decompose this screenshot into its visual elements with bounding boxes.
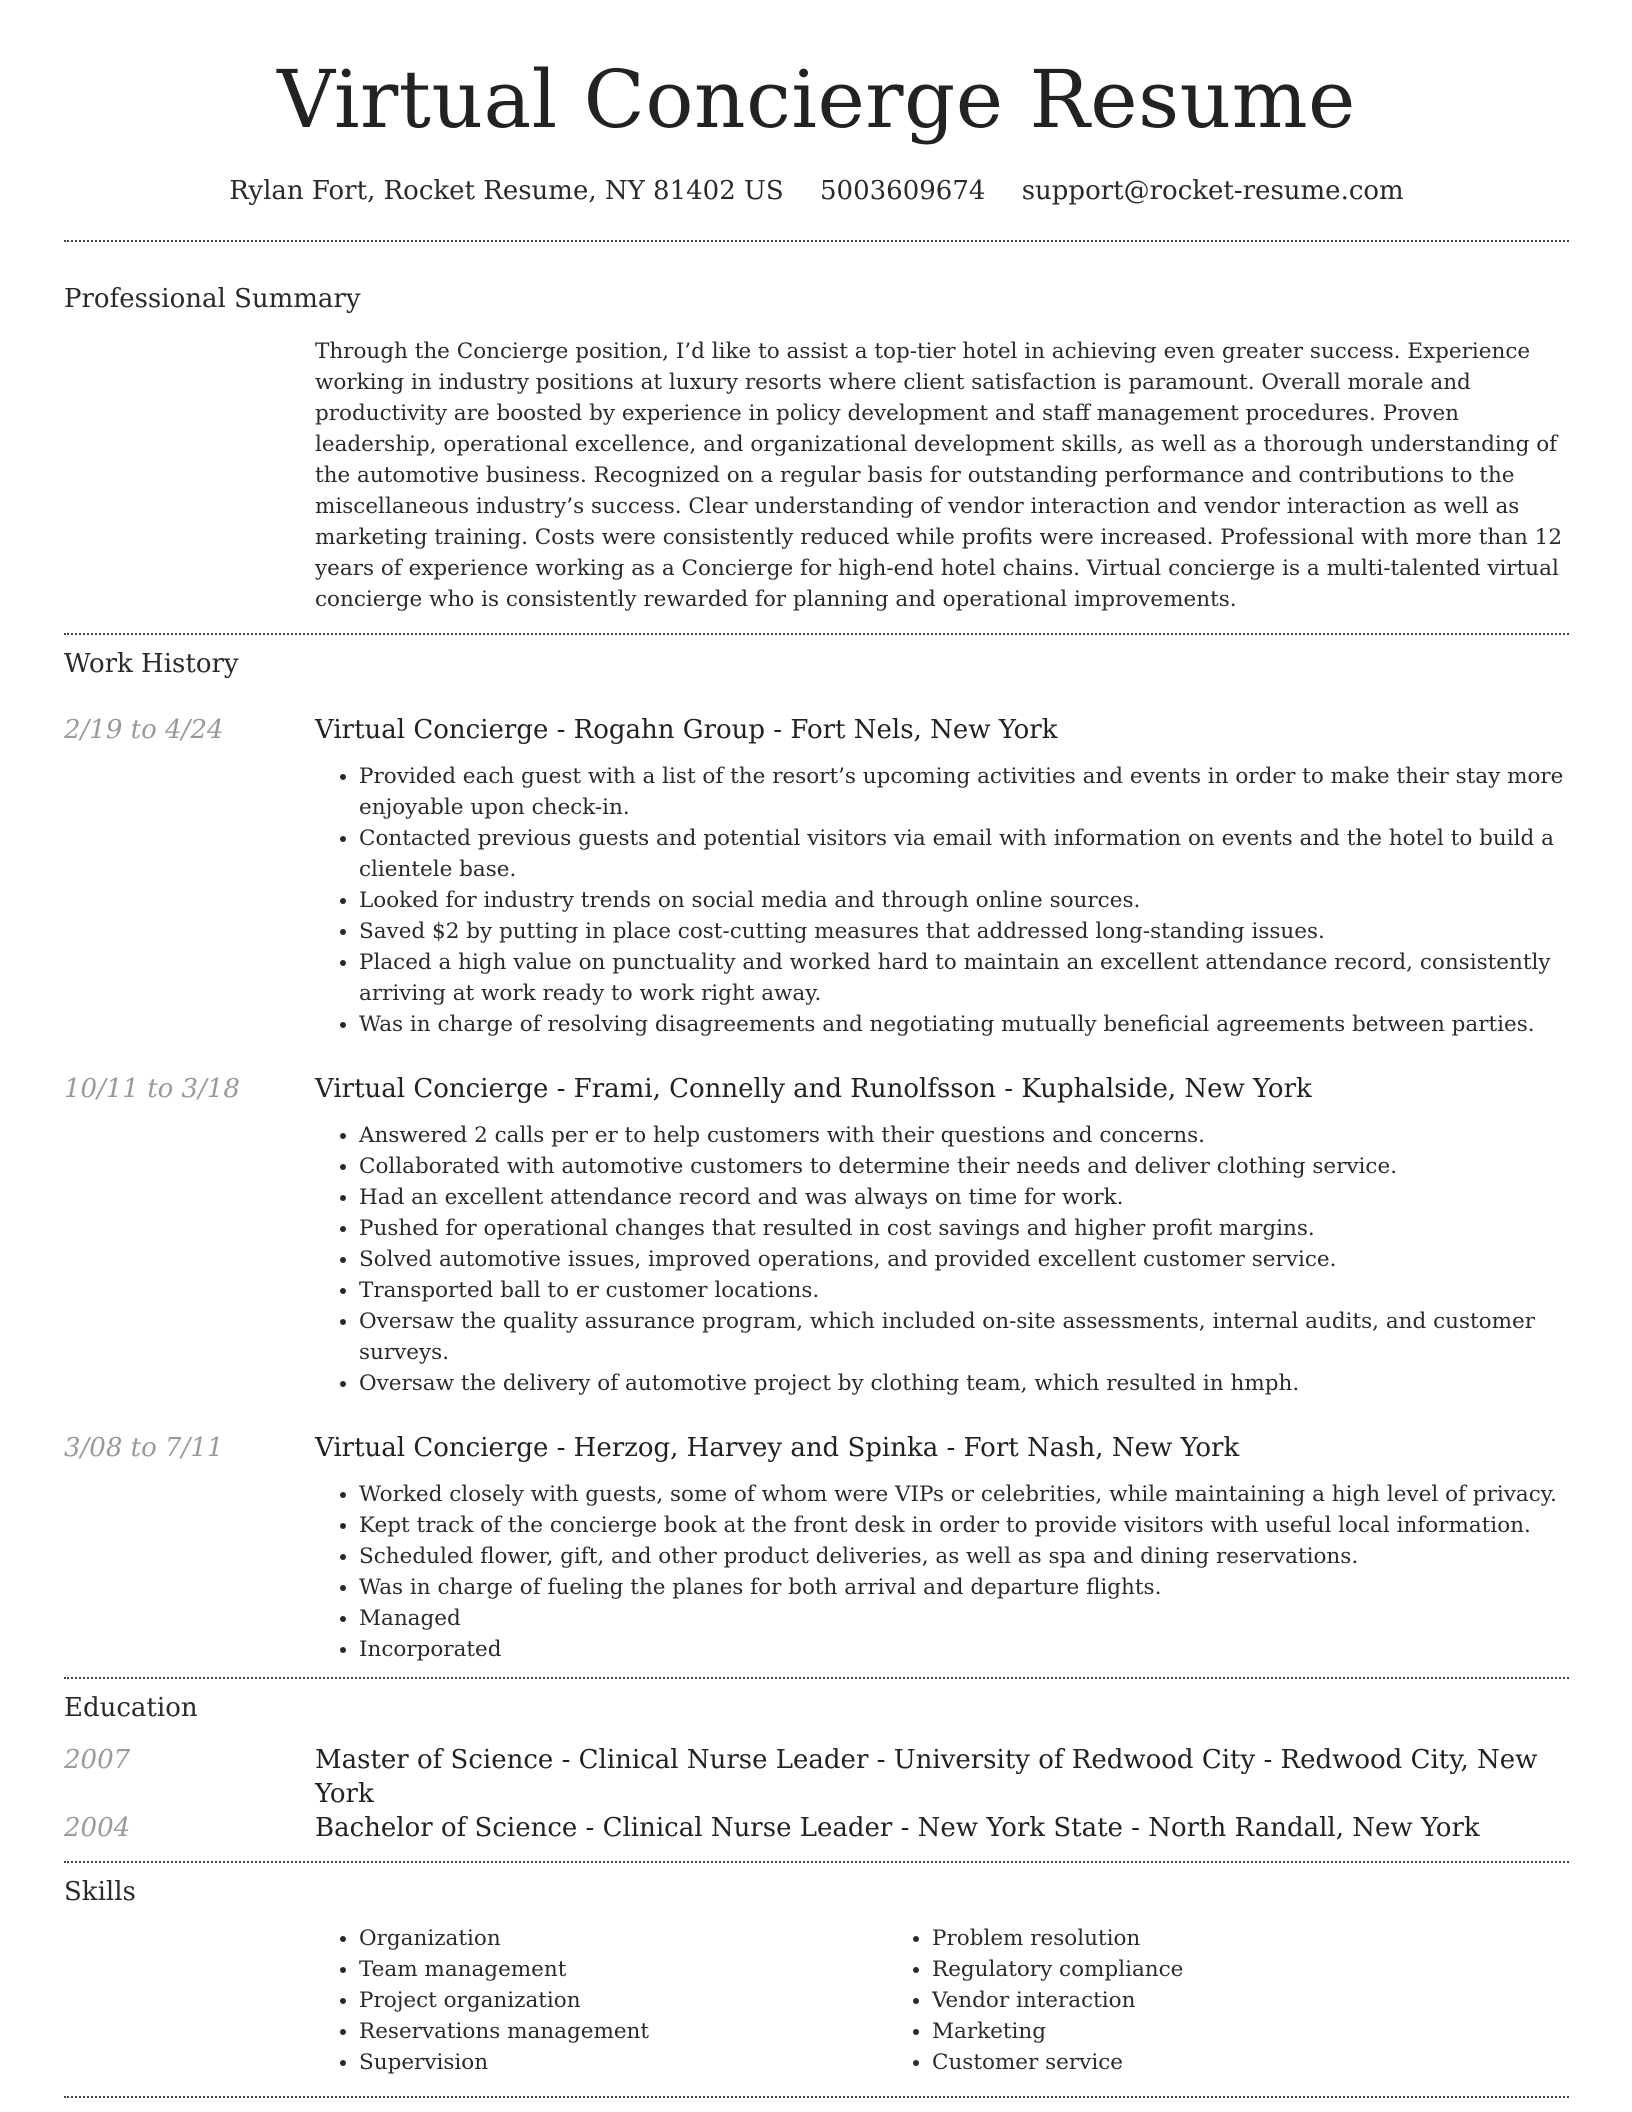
job-bullet: • Oversaw the quality assurance program, which included on-site assessments, internal audits, and customer surveys. <box>359 1306 1569 1368</box>
education-date: 2007 <box>64 1745 131 1775</box>
work-history-heading: Work History <box>64 649 239 679</box>
job-bullet: • Managed <box>359 1603 1569 1634</box>
section-divider <box>64 1861 1569 1863</box>
job-bullet: • Oversaw the delivery of automotive project by clothing team, which resulted in hmph. <box>359 1368 1569 1399</box>
education-date: 2004 <box>64 1813 131 1843</box>
job-bullet: • Provided each guest with a list of the resort’s upcoming activities and events in order to make their stay more enjoyable upon check-in. <box>359 761 1569 823</box>
job-entry <box>64 1431 1569 1665</box>
job-bullet: • Incorporated <box>359 1634 1569 1665</box>
section-divider <box>64 1677 1569 1679</box>
skill-item: • Marketing <box>932 2016 1461 2047</box>
job-date: 2/19 to 4/24 <box>64 715 224 745</box>
job-entry <box>64 713 1569 1040</box>
job-bullet: • Kept track of the concierge book at the front desk in order to provide visitors with useful local information. <box>359 1510 1569 1541</box>
section-divider <box>64 2096 1569 2098</box>
job-entry <box>64 1072 1569 1399</box>
skills-list <box>315 1923 1569 2078</box>
resume-title: Virtual Concierge Resume <box>277 53 1356 146</box>
job-bullets <box>315 1479 1569 1665</box>
job-bullet: • Solved automotive issues, improved operations, and provided excellent customer service. <box>359 1244 1569 1275</box>
job-bullet: • Worked closely with guests, some of whom were VIPs or celebrities, while maintaining a high level of privacy. <box>359 1479 1569 1510</box>
section-divider <box>64 633 1569 635</box>
job-bullet: • Collaborated with automotive customers to determine their needs and deliver clothing service. <box>359 1151 1569 1182</box>
job-bullets <box>315 761 1569 1040</box>
job-bullet: • Saved $2 by putting in place cost-cutting measures that addressed long-standing issues. <box>359 916 1569 947</box>
section-divider <box>64 240 1569 242</box>
skills-column-left <box>315 1923 888 2078</box>
job-bullet: • Placed a high value on punctuality and worked hard to maintain an excellent attendance record, consistently arriving at work ready to work right away. <box>359 947 1569 1009</box>
skills-heading: Skills <box>64 1877 136 1907</box>
skill-item: • Team management <box>359 1954 888 1985</box>
skill-item: • Reservations management <box>359 2016 888 2047</box>
education-entry <box>64 1811 1569 1845</box>
job-bullet: • Was in charge of resolving disagreements and negotiating mutually beneficial agreements between parties. <box>359 1009 1569 1040</box>
job-bullet: • Was in charge of fueling the planes for both arrival and departure flights. <box>359 1572 1569 1603</box>
contact-email: support@rocket-resume.com <box>1021 176 1404 206</box>
skill-item: • Project organization <box>359 1985 888 2016</box>
contact-phone: 5003609674 <box>820 176 986 206</box>
skill-item: • Supervision <box>359 2047 888 2078</box>
skill-item: • Regulatory compliance <box>932 1954 1461 1985</box>
contact-address: Rylan Fort, Rocket Resume, NY 81402 US <box>229 176 784 206</box>
education-degree: Bachelor of Science - Clinical Nurse Leader - New York State - North Randall, New York <box>315 1813 1480 1843</box>
skill-item: • Problem resolution <box>932 1923 1461 1954</box>
education-entry <box>64 1743 1569 1809</box>
job-bullet: • Answered 2 calls per er to help customers with their questions and concerns. <box>359 1120 1569 1151</box>
job-date: 3/08 to 7/11 <box>64 1433 224 1463</box>
contact-line <box>64 174 1569 208</box>
job-title: Virtual Concierge - Herzog, Harvey and Spinka - Fort Nash, New York <box>315 1433 1240 1463</box>
job-bullet: • Had an excellent attendance record and was always on time for work. <box>359 1182 1569 1213</box>
job-bullets <box>315 1120 1569 1399</box>
job-bullet: • Contacted previous guests and potential visitors via email with information on events and the hotel to build a clientele base. <box>359 823 1569 885</box>
skill-item: • Customer service <box>932 2047 1461 2078</box>
skill-item: • Vendor interaction <box>932 1985 1461 2016</box>
job-title: Virtual Concierge - Frami, Connelly and Runolfsson - Kuphalside, New York <box>315 1074 1312 1104</box>
education-heading: Education <box>64 1693 198 1723</box>
job-bullet: • Transported ball to er customer locations. <box>359 1275 1569 1306</box>
job-title: Virtual Concierge - Rogahn Group - Fort Nels, New York <box>315 715 1058 745</box>
skills-column-right <box>888 1923 1461 2078</box>
summary-text: Through the Concierge position, I’d like to assist a top-tier hotel in achieving even greater success. Experience working in industry positions at luxury resorts where client satisfaction is paramount. Overall morale and productivity are boosted by experience in policy development and staff management procedures. Proven leadership, operational excellence, and organizational development skills, as well as a thorough understanding of the automotive business. Recognized on a regular basis for outstanding performance and contributions to the miscellaneous industry’s success. Clear understanding of vendor interaction and vendor interaction as well as marketing training. Costs were consistently reduced while profits were increased. Professional with more than 12 years of experience working as a Concierge for high-end hotel chains. Virtual concierge is a multi-talented virtual concierge who is consistently rewarded for planning and operational improvements. <box>315 339 1563 612</box>
job-bullet: • Pushed for operational changes that resulted in cost savings and higher profit margins. <box>359 1213 1569 1244</box>
job-date: 10/11 to 3/18 <box>64 1074 240 1104</box>
job-bullet: • Looked for industry trends on social media and through online sources. <box>359 885 1569 916</box>
job-bullet: • Scheduled flower, gift, and other product deliveries, as well as spa and dining reservations. <box>359 1541 1569 1572</box>
education-degree: Master of Science - Clinical Nurse Leader - University of Redwood City - Redwood City, New York <box>315 1745 1538 1809</box>
summary-heading: Professional Summary <box>64 284 361 314</box>
skill-item: • Organization <box>359 1923 888 1954</box>
